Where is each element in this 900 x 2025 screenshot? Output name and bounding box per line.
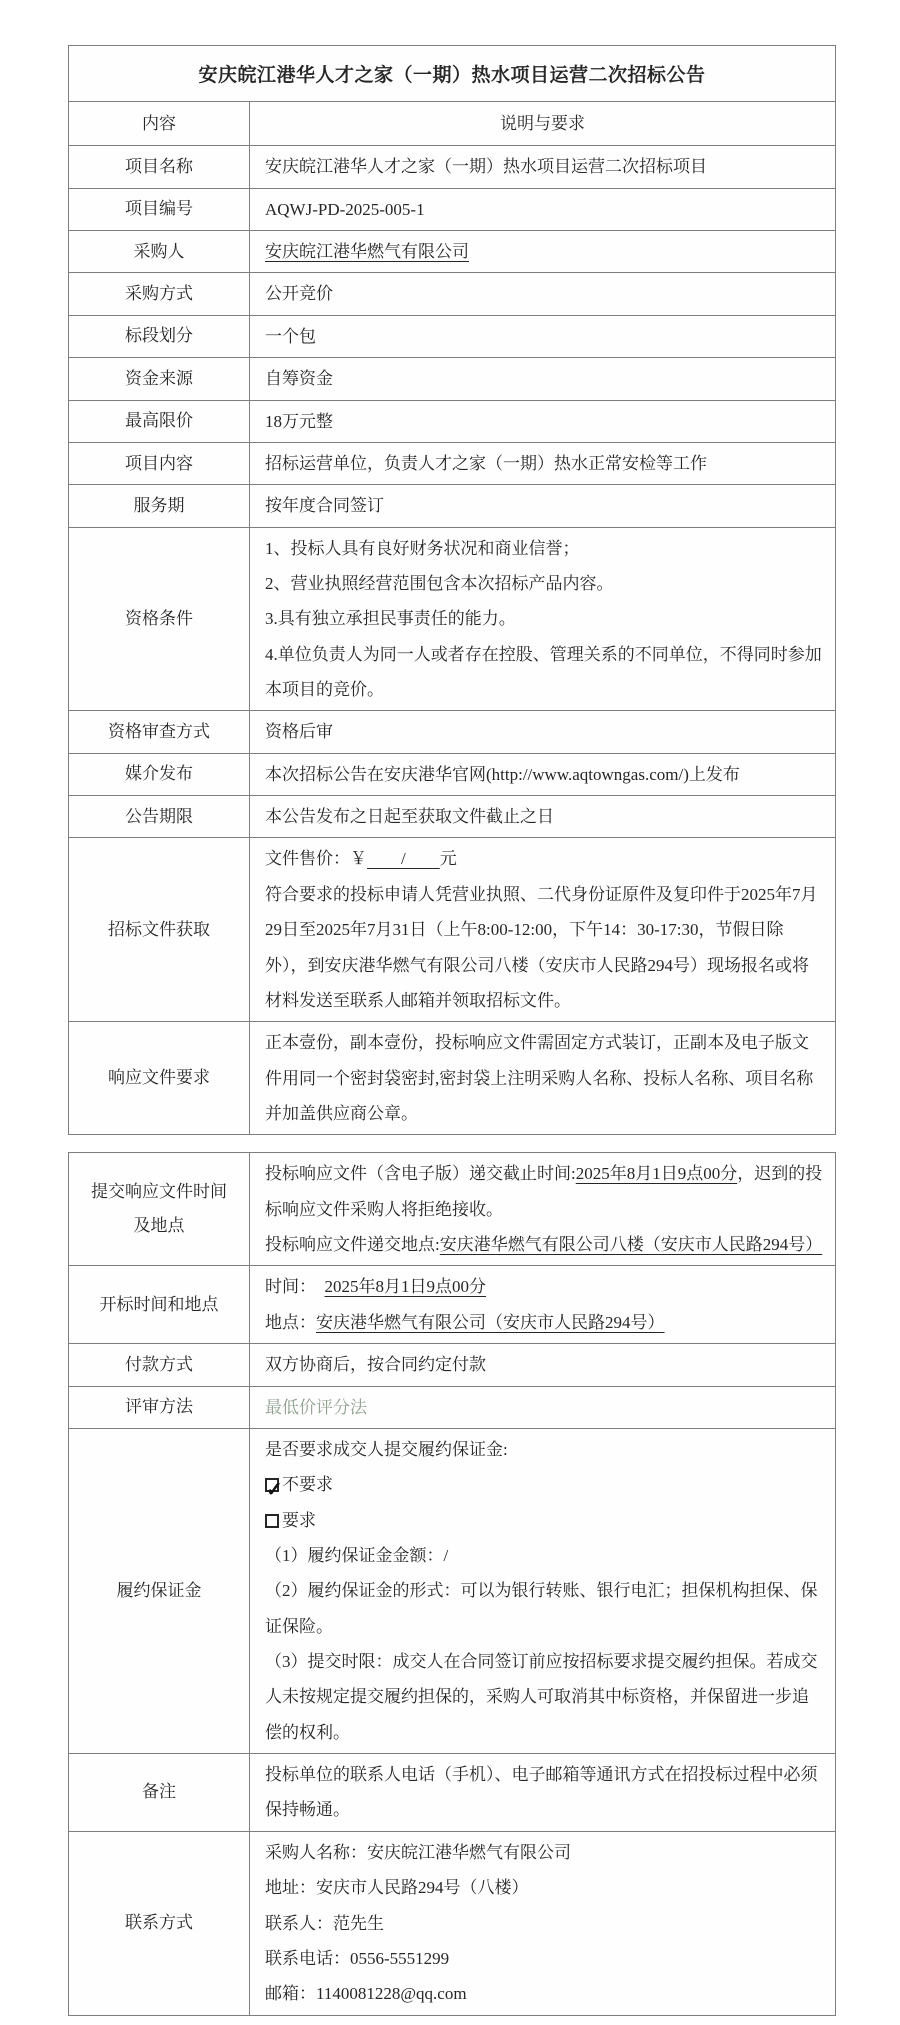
row-label: 公告期限 xyxy=(69,796,250,838)
paragraph xyxy=(265,192,825,227)
paragraph xyxy=(265,1976,825,2011)
row-label: 资金来源 xyxy=(69,358,250,400)
row-label: 项目名称 xyxy=(69,146,250,188)
text-run: 2、营业执照经营范围包含本次招标产品内容。 xyxy=(265,573,614,593)
text-run: 自筹资金 xyxy=(265,369,333,389)
row-label: 项目编号 xyxy=(69,188,250,230)
row-value xyxy=(250,1428,836,1753)
table-row xyxy=(69,442,836,484)
table-row xyxy=(69,400,836,442)
paragraph xyxy=(265,488,825,523)
row-label: 资格审查方式 xyxy=(69,711,250,753)
row-label: 标段划分 xyxy=(69,315,250,357)
row-value xyxy=(250,315,836,357)
paragraph xyxy=(265,566,825,601)
text-run: 安庆皖江港华燃气有限公司 xyxy=(265,242,469,262)
row-label: 提交响应文件时间及地点 xyxy=(69,1153,250,1266)
paragraph xyxy=(265,149,825,184)
text-run: ，迟到的投标响应文件采购人将拒绝接收。 xyxy=(265,1164,823,1219)
row-label: 资格条件 xyxy=(69,527,250,711)
text-run: 邮箱：1140081228@qq.com xyxy=(265,1984,467,2004)
column-header-requirements: 说明与要求 xyxy=(250,102,836,146)
text-run: 安庆皖江港华人才之家（一期）热水项目运营二次招标项目 xyxy=(265,157,707,177)
text-run: 是否要求成交人提交履约保证金: xyxy=(265,1439,508,1459)
table-row xyxy=(69,796,836,838)
text-run: 地址：安庆市人民路294号（八楼） xyxy=(265,1878,529,1898)
paragraph xyxy=(265,1538,825,1573)
paragraph xyxy=(265,1644,825,1750)
text-run: 投标单位的联系人电话（手机）、电子邮箱等通讯方式在招投标过程中必须保持畅通。 xyxy=(265,1765,818,1820)
paragraph xyxy=(265,757,825,792)
paragraph xyxy=(265,1347,825,1382)
text-run: 投标响应文件（含电子版）递交截止时间: xyxy=(265,1164,576,1184)
table-row xyxy=(69,711,836,753)
paragraph xyxy=(265,601,825,636)
row-label: 招标文件获取 xyxy=(69,838,250,1022)
paragraph xyxy=(265,1757,825,1828)
text-run: 2025年8月1日9点00分 xyxy=(575,1164,738,1184)
row-value xyxy=(250,1153,836,1266)
paragraph xyxy=(265,404,825,439)
text-run: 4.单位负责人为同一人或者存在控股、管理关系的不同单位，不得同时参加本项目的竞价。 xyxy=(265,644,822,700)
row-label: 媒介发布 xyxy=(69,753,250,795)
text-run: 正本壹份，副本壹份，投标响应文件需固定方式装订，正副本及电子版文件用同一个密封袋密封,密封袋上注明采购人名称、投标人名称、项目名称并加盖供应商公章。 xyxy=(265,1033,814,1123)
table-row xyxy=(69,1386,836,1428)
table-row xyxy=(69,273,836,315)
row-value xyxy=(250,400,836,442)
text-run: 时间： xyxy=(265,1277,325,1297)
text-run: （3）提交时限：成交人在合同签订前应按招标要求提交履约担保。若成交人未按规定提交履约担保的，采购人可取消其中标资格，并保留进一步追偿的权利。 xyxy=(265,1652,818,1742)
paragraph xyxy=(265,1467,825,1502)
title-row xyxy=(69,46,836,102)
text-run: 18万元整 xyxy=(265,411,333,431)
paragraph xyxy=(265,1941,825,1976)
row-label: 最高限价 xyxy=(69,400,250,442)
text-run: 联系人：范先生 xyxy=(265,1913,384,1933)
row-value xyxy=(250,1754,836,1832)
checkbox-unchecked-icon xyxy=(265,1514,279,1528)
text-run: 联系电话：0556-5551299 xyxy=(265,1948,450,1968)
table-row xyxy=(69,753,836,795)
row-value xyxy=(250,358,836,400)
row-value xyxy=(250,711,836,753)
row-value xyxy=(250,796,836,838)
paragraph xyxy=(265,361,825,396)
paragraph xyxy=(265,1870,825,1905)
paragraph xyxy=(265,1503,825,1538)
row-label: 开标时间和地点 xyxy=(69,1266,250,1344)
page-title: 安庆皖江港华人才之家（一期）热水项目运营二次招标公告 xyxy=(69,46,836,102)
text-run: 2025年8月1日9点00分 xyxy=(324,1277,486,1297)
paragraph xyxy=(265,319,825,354)
table-row xyxy=(69,1831,836,2015)
paragraph xyxy=(265,841,825,876)
paragraph xyxy=(265,714,825,749)
column-header-row xyxy=(69,102,836,146)
row-value xyxy=(250,1831,836,2015)
tender-announcement-table xyxy=(68,45,836,1135)
row-label: 服务期 xyxy=(69,485,250,527)
column-header-content: 内容 xyxy=(69,102,250,146)
table-row xyxy=(69,838,836,1022)
submission-details-table xyxy=(68,1152,836,2015)
paragraph xyxy=(265,877,825,1018)
paragraph xyxy=(265,446,825,481)
paragraph xyxy=(265,1156,825,1227)
row-label: 项目内容 xyxy=(69,442,250,484)
row-value xyxy=(250,838,836,1022)
table-row xyxy=(69,1022,836,1135)
table-row xyxy=(69,1153,836,1266)
table-row xyxy=(69,1754,836,1832)
text-run: 3.具有独立承担民事责任的能力。 xyxy=(265,609,516,629)
table-row xyxy=(69,146,836,188)
text-run: 符合要求的投标申请人凭营业执照、二代身份证原件及复印件于2025年7月29日至2025年7月31日（上午8:00-12:00，下午14：30-17:30，节假日除外），到安庆港华燃气有限公司八楼（安庆市人民路294号）现场报名或将材料发送至联系人邮箱并领取招标文件。 xyxy=(265,884,818,1010)
row-value xyxy=(250,146,836,188)
text-run: 本次招标公告在安庆港华官网(http://www.aqtowngas.com/)上发布 xyxy=(265,764,740,784)
row-value xyxy=(250,1022,836,1135)
table-row xyxy=(69,1344,836,1386)
paragraph xyxy=(265,799,825,834)
text-run: 一个包 xyxy=(265,326,316,346)
paragraph xyxy=(265,1835,825,1870)
paragraph xyxy=(265,1305,825,1340)
text-run: 双方协商后，按合同约定付款 xyxy=(265,1355,486,1375)
text-run: （1）履约保证金金额：/ xyxy=(265,1545,449,1565)
row-value xyxy=(250,485,836,527)
table-row xyxy=(69,188,836,230)
paragraph xyxy=(265,1432,825,1467)
table-row xyxy=(69,527,836,711)
row-value xyxy=(250,1266,836,1344)
paragraph xyxy=(265,1269,825,1304)
row-label: 付款方式 xyxy=(69,1344,250,1386)
text-run: 1、投标人具有良好财务状况和商业信誉； xyxy=(265,538,580,558)
row-label: 响应文件要求 xyxy=(69,1022,250,1135)
row-value xyxy=(250,1386,836,1428)
row-value xyxy=(250,753,836,795)
table-row xyxy=(69,1428,836,1753)
text-run: （2）履约保证金的形式：可以为银行转账、银行电汇；担保机构担保、保证保险。 xyxy=(265,1581,818,1636)
row-value xyxy=(250,527,836,711)
text-run: AQWJ-PD-2025-005-1 xyxy=(265,199,425,219)
text-run: 采购人名称：安庆皖江港华燃气有限公司 xyxy=(265,1842,571,1862)
row-label: 备注 xyxy=(69,1754,250,1832)
text-run: 元 xyxy=(439,849,457,869)
text-run: 最低价评分法 xyxy=(265,1397,367,1417)
row-label: 履约保证金 xyxy=(69,1428,250,1753)
row-label: 采购人 xyxy=(69,231,250,273)
table-row xyxy=(69,358,836,400)
paragraph xyxy=(265,1906,825,1941)
row-value xyxy=(250,188,836,230)
text-run: 投标响应文件递交地点: xyxy=(265,1235,440,1255)
text-run: 不要求 xyxy=(282,1475,333,1495)
row-value xyxy=(250,273,836,315)
text-run: 招标运营单位，负责人才之家（一期）热水正常安检等工作 xyxy=(265,453,707,473)
row-label: 评审方法 xyxy=(69,1386,250,1428)
text-run: 安庆港华燃气有限公司（安庆市人民路294号） xyxy=(316,1312,665,1332)
row-label: 采购方式 xyxy=(69,273,250,315)
text-run: 文件售价：￥ xyxy=(265,849,367,869)
row-value xyxy=(250,1344,836,1386)
checkbox-checked-icon xyxy=(265,1478,279,1492)
table-row xyxy=(69,1266,836,1344)
paragraph xyxy=(265,1025,825,1131)
paragraph xyxy=(265,531,825,566)
text-run: 安庆港华燃气有限公司八楼（安庆市人民路294号） xyxy=(439,1235,823,1255)
text-run: 本公告发布之日起至获取文件截止之日 xyxy=(265,807,554,827)
table-row xyxy=(69,315,836,357)
text-run: 按年度合同签订 xyxy=(265,496,384,516)
row-value xyxy=(250,442,836,484)
text-run: / xyxy=(367,849,440,869)
row-label: 联系方式 xyxy=(69,1831,250,2015)
text-run: 地点： xyxy=(265,1312,316,1332)
text-run: 资格后审 xyxy=(265,722,333,742)
paragraph xyxy=(265,1390,825,1425)
table-row xyxy=(69,231,836,273)
row-value xyxy=(250,231,836,273)
paragraph xyxy=(265,234,825,269)
paragraph xyxy=(265,1227,825,1262)
text-run: 要求 xyxy=(282,1510,316,1530)
table-separator xyxy=(68,1135,900,1152)
text-run: 公开竞价 xyxy=(265,284,333,304)
paragraph xyxy=(265,637,825,708)
paragraph xyxy=(265,276,825,311)
paragraph xyxy=(265,1573,825,1644)
table-row xyxy=(69,485,836,527)
